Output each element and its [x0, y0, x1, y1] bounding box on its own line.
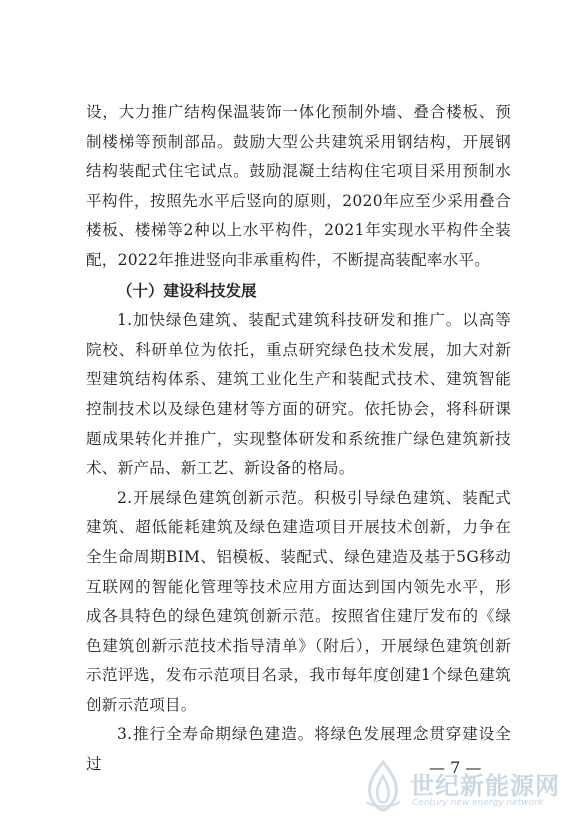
paragraph-1: 1.加快绿色建筑、装配式建筑科技研发和推广。以高等院校、科研单位为依托，重点研究绿色技术发展，加大对新型建筑结构体系、建筑工业化生产和装配式技术、建筑智能控制技术以及绿色建材等方面的研究。依托协会，将科研课题成果转化并推广，实现整体研发和系统推广绿色建筑新技术、新产品、新工艺、新设备的格局。 [86, 311, 511, 478]
watermark-subtext: Century new energy network [412, 798, 544, 808]
watermark [360, 758, 580, 816]
paragraph-2: 2.开展绿色建筑创新示范。积极引导绿色建筑、装配式建筑、超低能耗建筑及绿色建造项目开展技术创新，力争在全生命周期BIM、铝模板、装配式、绿色建造及基于5G移动互联网的智能化管理等技术应用方面达到国内领先水平，形成各具特色的绿色建筑创新示范。按照省住建厅发布的《绿色建筑创新示范技术指导清单》（附后），开展绿色建筑创新示范评选，发布示范项目名录，我市每年度创建1个绿色建筑创新示范项目。 [86, 488, 511, 714]
paragraph-3: 3.推行全寿命期绿色建造。将绿色发展理念贯穿建设全过 [86, 725, 511, 774]
page-number: — 7 — [429, 758, 482, 777]
document-body [86, 98, 511, 780]
section-heading: （十）建设科技发展 [117, 281, 257, 300]
paragraph-continued: 设，大力推广结构保温装饰一体化预制外墙、叠合楼板、预制楼梯等预制部品。鼓励大型公共建筑采用钢结构，开展钢结构装配式住宅试点。鼓励混凝土结构住宅项目采用预制水平构件，按照先水平后竖向的原则，2020年应至少采用叠合楼板、楼梯等2种以上水平构件，2021年实现水平构件全装配，2022年推进竖向非承重构件，不断提高装配率水平。 [86, 103, 511, 269]
watermark-text: 世纪新能源网 [410, 772, 560, 800]
flame-logo-icon [360, 758, 406, 814]
